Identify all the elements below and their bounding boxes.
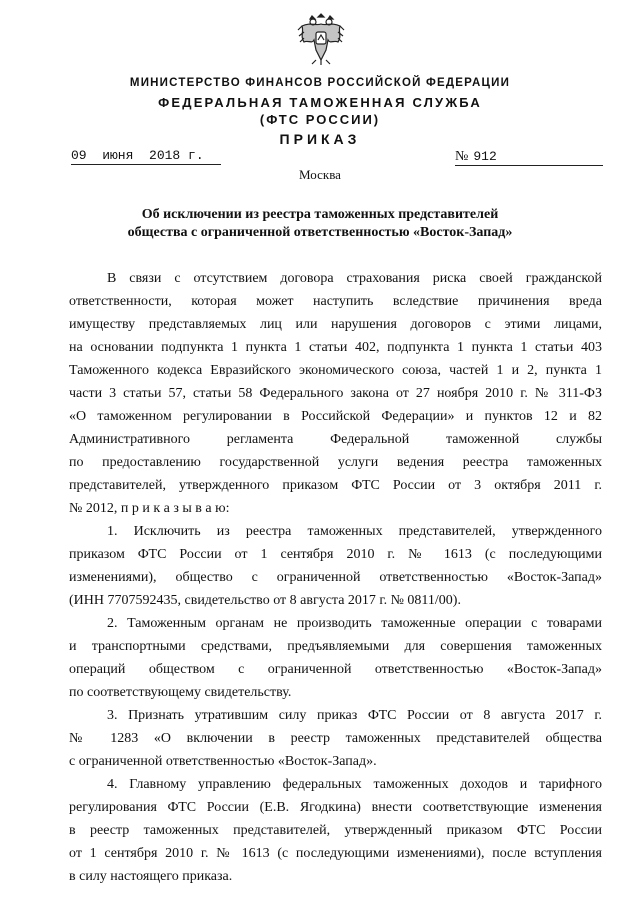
order-date: 09 июня 2018 г. bbox=[71, 148, 221, 165]
body-line: Таможенного кодекса Евразийского экономического союза, частей 1 и 2, пункта 1 bbox=[69, 363, 602, 378]
order-number-field bbox=[455, 148, 603, 166]
body-line: Административного регламента Федеральной таможенной службы bbox=[69, 432, 602, 447]
item-4-line: в реестр таможенных представителей, утвержденный приказом ФТС России bbox=[69, 823, 602, 838]
body-line: «О таможенном регулировании в Российской Федерации» и пунктов 12 и 82 bbox=[69, 409, 602, 424]
body-line: имуществу представляемых лиц или нарушения договоров с этими лицами, bbox=[69, 317, 602, 332]
body-line: № 2012, п р и к а з ы в а ю: bbox=[69, 501, 230, 516]
service-abbreviation: (ФТС РОССИИ) bbox=[259, 112, 381, 127]
order-subject bbox=[70, 206, 570, 242]
subject-line: Об исключении из реестра таможенных представителей bbox=[141, 207, 499, 222]
subject-line: общества с ограниченной ответственностью «Восток-Запад» bbox=[127, 225, 513, 240]
body-line: части 3 статьи 57, статьи 58 Федерального закона от 27 ноября 2010 г. № 311-ФЗ bbox=[69, 386, 602, 401]
body-line: по предоставлению государственной услуги ведения реестра таможенных bbox=[69, 455, 602, 470]
item-1-line: (ИНН 7707592435, свидетельство от 8 августа 2017 г. № 0811/00). bbox=[69, 593, 461, 608]
item-4-line: 4. Главному управлению федеральных таможенных доходов и тарифного bbox=[107, 777, 602, 792]
item-1-line: приказом ФТС России от 1 сентября 2010 г. № 1613 (с последующими bbox=[69, 547, 602, 562]
item-3-line: с ограниченной ответственностью «Восток-Запад». bbox=[69, 754, 377, 769]
item-4-line: в силу настоящего приказа. bbox=[69, 869, 233, 884]
item-3-line: № 1283 «О включении в реестр таможенных представителей общества bbox=[69, 731, 602, 746]
order-number: 912 bbox=[473, 149, 497, 164]
service-name: ФЕДЕРАЛЬНАЯ ТАМОЖЕННАЯ СЛУЖБА bbox=[158, 95, 482, 110]
item-2-line: операций обществом с ограниченной ответственностью «Восток-Запад» bbox=[69, 662, 602, 677]
item-2-line: по соответствующему свидетельству. bbox=[69, 685, 292, 700]
item-3-line: 3. Признать утратившим силу приказ ФТС России от 8 августа 2017 г. bbox=[107, 708, 602, 723]
russian-coat-of-arms-icon bbox=[296, 10, 346, 66]
item-1-line: 1. Исключить из реестра таможенных представителей, утвержденного bbox=[107, 524, 602, 539]
item-2-line: 2. Таможенным органам не производить таможенные операции с товарами bbox=[107, 616, 602, 631]
body-line: на основании подпункта 1 пункта 1 статьи 402, подпункта 1 пункта 1 статьи 403 bbox=[69, 340, 602, 355]
body-line: представителей, утвержденного приказом ФТС России от 3 октября 2011 г. bbox=[69, 478, 602, 493]
item-4-line: регулирования ФТС России (Е.В. Ягодкина) внести соответствующие изменения bbox=[69, 800, 602, 815]
item-2-line: и транспортными средствами, предъявляемыми для совершения таможенных bbox=[69, 639, 602, 654]
body-line: ответственности, которая может наступить вследствие причинения вреда bbox=[69, 294, 602, 309]
city: Москва bbox=[299, 167, 341, 182]
item-4-line: от 1 сентября 2010 г. № 1613 (с последующими изменениями), после вступления bbox=[69, 846, 602, 861]
ministry-name: МИНИСТЕРСТВО ФИНАНСОВ РОССИЙСКОЙ ФЕДЕРАЦИИ bbox=[129, 77, 511, 89]
body-line: В связи с отсутствием договора страхования риска своей гражданской bbox=[107, 271, 602, 286]
document-type: ПРИКАЗ bbox=[279, 131, 361, 147]
number-sign: № bbox=[455, 149, 469, 164]
item-1-line: изменениями), общество с ограниченной ответственностью «Восток-Запад» bbox=[69, 570, 602, 585]
